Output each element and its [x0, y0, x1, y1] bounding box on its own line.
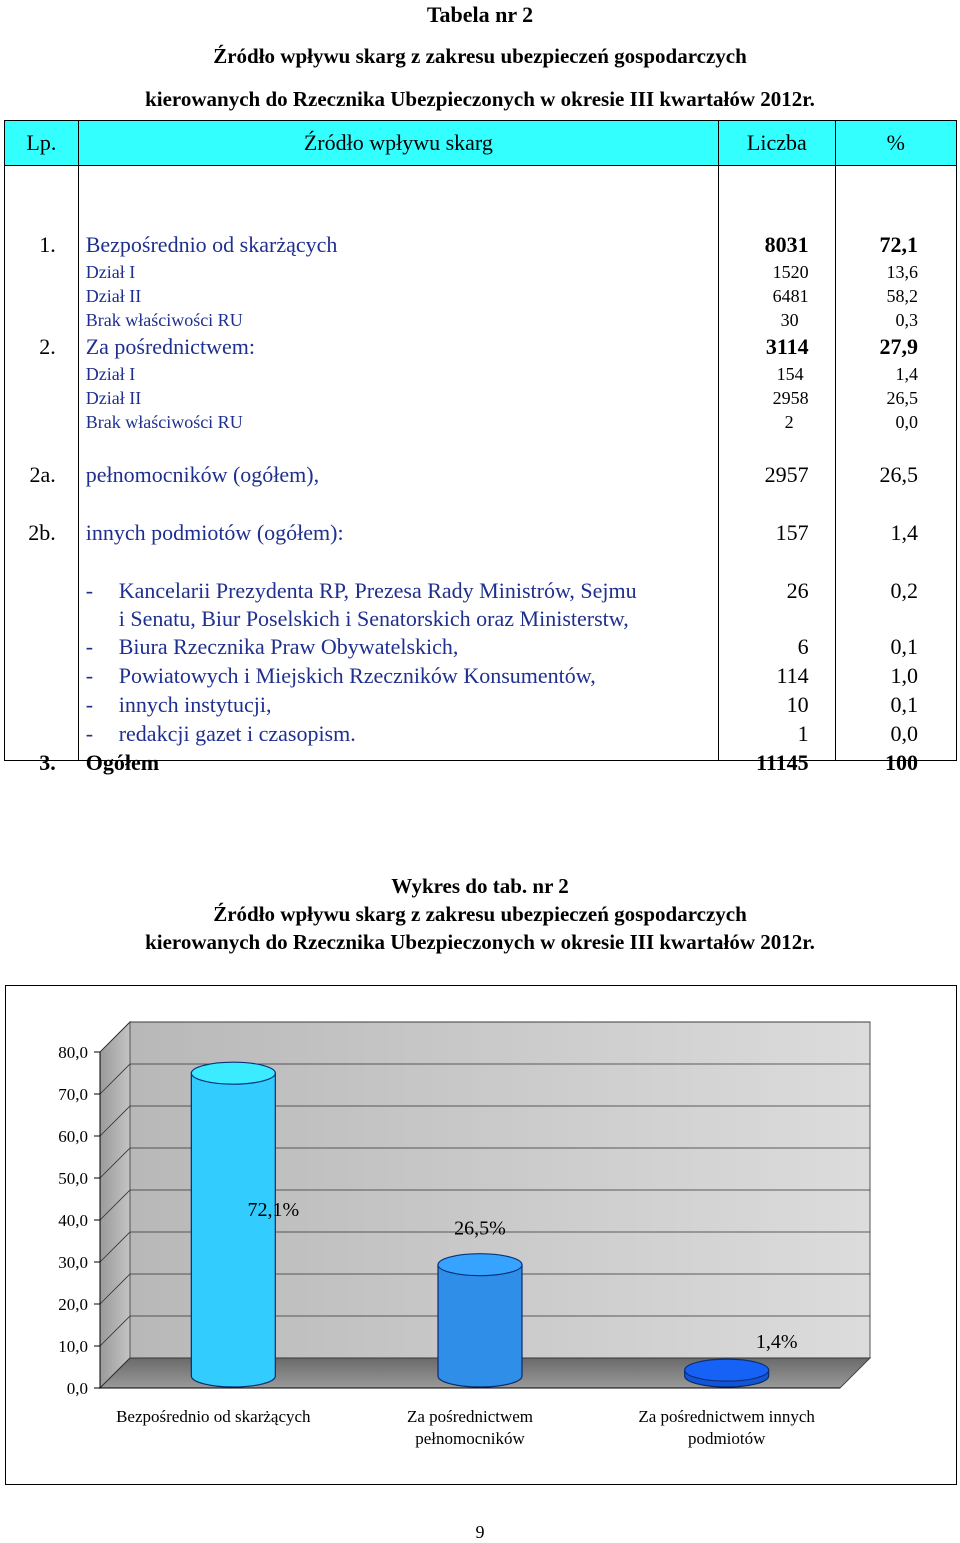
item-dash: -: [85, 634, 94, 659]
count-via-brak: 2: [784, 412, 794, 432]
item-dash: -: [85, 663, 94, 688]
bar-top: [438, 1254, 522, 1276]
table-title: Tabela nr 2: [426, 2, 534, 27]
bar-data-label: 72,1%: [247, 1199, 300, 1221]
pct-direct: 72,1: [879, 232, 918, 257]
pct-direct-dzial1: 13,6: [886, 262, 918, 282]
count-total: 11145: [756, 750, 809, 775]
page-number: 9: [475, 1522, 485, 1542]
count-direct-dzial2: 6481: [772, 286, 809, 306]
header-lp: Lp.: [5, 121, 79, 166]
row-attorneys-label: pełnomocników (ogółem),: [85, 462, 320, 487]
count-via: 3114: [765, 334, 809, 359]
bar-data-label: 1,4%: [755, 1331, 798, 1354]
row-total-label: Ogółem: [85, 750, 160, 775]
item-count: 1: [797, 721, 809, 746]
pct-via-brak: 0,0: [895, 412, 918, 432]
header-source: Źródło wpływu skarg: [78, 121, 718, 166]
item-dash: -: [85, 692, 94, 717]
x-category-label: Za pośrednictwem: [406, 1407, 534, 1426]
pct-via: 27,9: [879, 334, 918, 359]
lp-2: 2.: [39, 334, 56, 359]
item-count: 114: [776, 663, 809, 688]
count-direct-dzial1: 1520: [772, 262, 809, 282]
pct-via-dzial1: 1,4: [895, 364, 918, 384]
bar-cylinder: [685, 1359, 769, 1387]
y-tick-label: 40,0: [58, 1211, 88, 1230]
count-via-dzial2: 2958: [772, 388, 809, 408]
pct-via-dzial2: 26,5: [886, 388, 918, 408]
row-via-label: Za pośrednictwem:: [85, 334, 255, 359]
item-count: 6: [797, 634, 809, 659]
x-category-label: podmiotów: [687, 1429, 766, 1448]
y-tick-label: 50,0: [58, 1169, 88, 1188]
row-via-brak: Brak właściwości RU: [85, 412, 243, 432]
table-subtitle-line1: Źródło wpływu skarg z zakresu ubezpieczeń gospodarczych: [213, 44, 747, 68]
item-text: Biura Rzecznika Praw Obywatelskich,: [118, 634, 459, 659]
bar-top: [685, 1359, 769, 1381]
item-text: Powiatowych i Miejskich Rzeczników Konsumentów,: [118, 663, 596, 688]
count-via-dzial1: 154: [776, 364, 804, 384]
row-direct-label: Bezpośrednio od skarżących: [85, 232, 338, 257]
bar-cylinder: [438, 1254, 522, 1387]
row-via-dzial1: Dział I: [85, 364, 136, 384]
item-text: innych instytucji,: [118, 692, 272, 717]
row-via-dzial2: Dział II: [85, 388, 142, 408]
table-subtitle-line2: kierowanych do Rzecznika Ubezpieczonych w okresie III kwartałów 2012r.: [145, 87, 815, 111]
bar-body: [191, 1073, 275, 1387]
lp-2a: 2a.: [29, 462, 56, 487]
row-direct-brak: Brak właściwości RU: [85, 310, 243, 330]
bar-body: [438, 1265, 522, 1387]
y-tick-label: 60,0: [58, 1127, 88, 1146]
header-count: Liczba: [719, 121, 836, 166]
item-pct: 0,1: [890, 692, 918, 717]
item-text: redakcji gazet i czasopism.: [118, 721, 356, 746]
y-tick-label: 30,0: [58, 1253, 88, 1272]
lp-1: 1.: [39, 232, 56, 257]
x-category-label: Za pośrednictwem innych: [638, 1407, 815, 1426]
item-dash: -: [85, 721, 94, 746]
lp-3: 3.: [39, 750, 56, 775]
count-direct-brak: 30: [780, 310, 799, 330]
item-pct: 0,2: [890, 578, 918, 603]
chart-title-line1: Wykres do tab. nr 2: [391, 874, 569, 898]
item-text: i Senatu, Biur Poselskich i Senatorskich oraz Ministerstw,: [118, 606, 629, 631]
chart-title-line2: Źródło wpływu skarg z zakresu ubezpieczeń gospodarczych: [213, 902, 747, 926]
item-pct: 0,1: [890, 634, 918, 659]
table-header-row: [5, 121, 957, 166]
item-count: 26: [786, 578, 809, 603]
chart-title-line3: kierowanych do Rzecznika Ubezpieczonych w okresie III kwartałów 2012r.: [145, 930, 815, 954]
count-attorneys: 2957: [764, 462, 809, 487]
y-tick-label: 10,0: [58, 1337, 88, 1356]
bar-chart: [5, 985, 957, 1485]
row-other-entities-label: innych podmiotów (ogółem):: [85, 520, 344, 545]
count-other-entities: 157: [775, 520, 809, 545]
item-pct: 1,0: [890, 663, 918, 688]
x-category-label: pełnomocników: [415, 1429, 525, 1448]
row-direct-dzial1: Dział I: [85, 262, 136, 282]
item-count: 10: [786, 692, 809, 717]
complaints-table: [4, 120, 957, 775]
x-category-label: Bezpośrednio od skarżących: [116, 1407, 311, 1426]
item-pct: 0,0: [890, 721, 918, 746]
y-tick-label: 70,0: [58, 1085, 88, 1104]
count-direct: 8031: [764, 232, 809, 257]
row-direct-dzial2: Dział II: [85, 286, 142, 306]
table-body-row: [5, 166, 957, 761]
bar-top: [191, 1062, 275, 1084]
item-dash: -: [85, 578, 94, 603]
bar-cylinder: [191, 1062, 275, 1387]
pct-direct-brak: 0,3: [895, 310, 918, 330]
y-tick-label: 0,0: [66, 1379, 88, 1398]
lp-2b: 2b.: [28, 520, 56, 545]
bar-data-label: 26,5%: [454, 1217, 506, 1240]
pct-total: 100: [885, 750, 918, 775]
bar-chart-svg: [5, 985, 957, 1485]
item-text: Kancelarii Prezydenta RP, Prezesa Rady Ministrów, Sejmu: [118, 578, 637, 603]
pct-direct-dzial2: 58,2: [886, 286, 918, 306]
pct-attorneys: 26,5: [879, 462, 918, 487]
y-tick-label: 80,0: [58, 1043, 88, 1062]
header-percent: %: [835, 121, 956, 166]
pct-other-entities: 1,4: [890, 520, 918, 545]
y-tick-label: 20,0: [58, 1295, 88, 1314]
